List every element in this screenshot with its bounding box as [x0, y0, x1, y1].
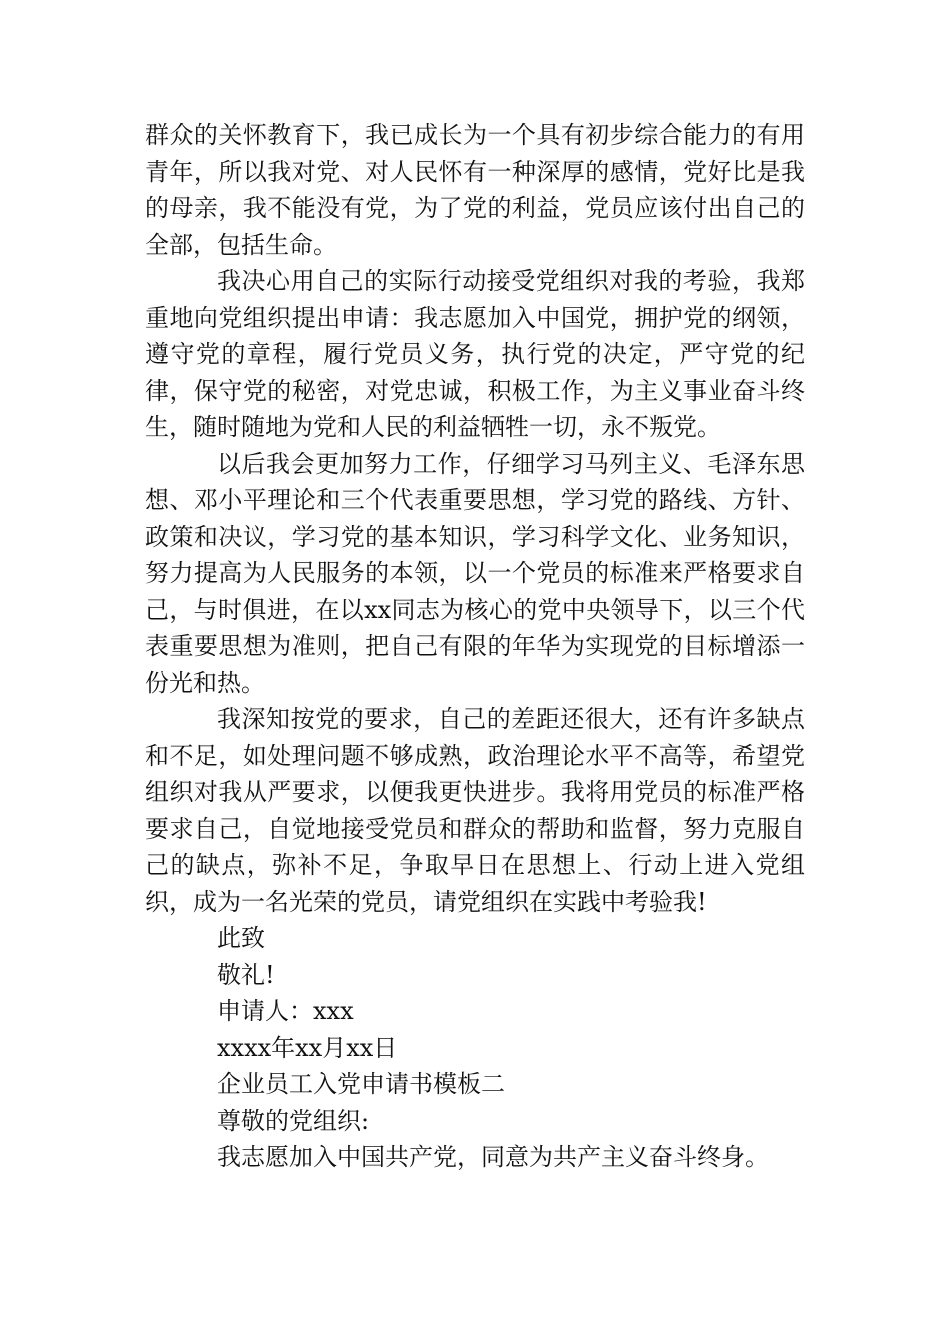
section-title: 企业员工入党申请书模板二 — [217, 1070, 505, 1098]
applicant-signature: 申请人：xxx — [217, 997, 354, 1025]
closing-salutation-1: 此致 — [217, 924, 265, 952]
section-greeting: 尊敬的党组织: — [217, 1106, 370, 1135]
paragraph-commitment: 以后我会更加努力工作，仔细学习马列主义、毛泽东思想、邓小平理论和三个代表重要思想，学习党的路线、方针、政策和决议，学习党的基本知识，学习科学文化、业务知识，努力提高为人民服务的本领，以一个党员的标准来严格要求自己，与时俱进，在以xx同志为核心的党中央领导下，以三个代表重要思想为准则，把自己有限的年华为实现党的目标增添一份光和热。 — [145, 449, 805, 697]
paragraph-self-assessment: 我深知按党的要求，自己的差距还很大，还有许多缺点和不足，如处理问题不够成熟，政治理论水平不高等，希望党组织对我从严要求，以便我更快进步。我将用党员的标准严格要求自己，自觉地接受党员和群众的帮助和监督，努力克服自己的缺点，弥补不足，争取早日在思想上、行动上进入党组织，成为一名光荣的党员，请党组织在实践中考验我! — [145, 705, 805, 916]
application-date: xxxx年xx月xx日 — [217, 1033, 398, 1062]
section-opening: 我志愿加入中国共产党，同意为共产主义奋斗终身。 — [217, 1143, 769, 1171]
paragraph-resolution: 我决心用自己的实际行动接受党组织对我的考验，我郑重地向党组织提出申请：我志愿加入中国党，拥护党的纲领，遵守党的章程，履行党员义务，执行党的决定，严守党的纪律，保守党的秘密，对党忠诚，积极工作，为主义事业奋斗终生，随时随地为党和人民的利益牺牲一切，永不叛党。 — [145, 267, 805, 441]
closing-salutation-2: 敬礼! — [217, 960, 275, 989]
paragraph-continued: 群众的关怀教育下，我已成长为一个具有初步综合能力的有用青年，所以我对党、对人民怀有一种深厚的感情，党好比是我的母亲，我不能没有党，为了党的利益，党员应该付出自己的全部，包括生命。 — [145, 121, 805, 259]
document-body — [145, 117, 805, 1176]
